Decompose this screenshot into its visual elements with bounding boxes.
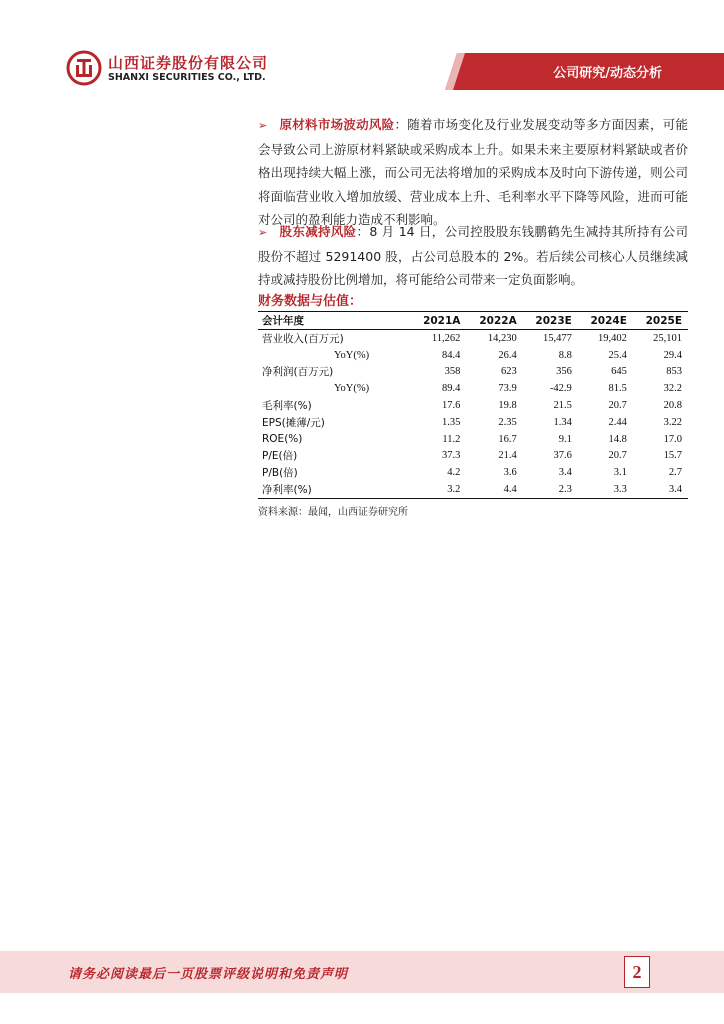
page-number: 2 bbox=[624, 956, 650, 988]
table-cell: 16.7 bbox=[498, 433, 517, 445]
table-cell: 19,402 bbox=[598, 332, 627, 344]
column-header: 会计年度 bbox=[258, 312, 410, 330]
row-label: P/B(倍) bbox=[262, 467, 298, 480]
table-cell: 89.4 bbox=[442, 383, 461, 395]
table-cell: 20.8 bbox=[663, 400, 682, 412]
table-cell: 853 bbox=[666, 366, 682, 378]
financial-table bbox=[258, 311, 688, 499]
table-row bbox=[258, 397, 688, 414]
table-row bbox=[258, 380, 688, 397]
table-cell: 19.8 bbox=[498, 400, 517, 412]
table-cell: 358 bbox=[444, 366, 461, 378]
bullet-arrow-icon: ➢ bbox=[258, 226, 268, 239]
risk-paragraph-shareholder bbox=[258, 220, 688, 292]
table-cell: 81.5 bbox=[608, 383, 627, 395]
table-cell: 26.4 bbox=[498, 349, 517, 361]
table-cell: 25,101 bbox=[653, 332, 682, 344]
table-row bbox=[258, 330, 688, 347]
table-row bbox=[258, 364, 688, 381]
table-row bbox=[258, 431, 688, 448]
table-row bbox=[258, 347, 688, 364]
table-cell: 32.2 bbox=[663, 383, 682, 395]
row-label: P/E(倍) bbox=[262, 450, 298, 463]
table-cell: 356 bbox=[556, 366, 572, 378]
table-cell: 2.3 bbox=[523, 481, 578, 498]
table-cell: 15.7 bbox=[663, 450, 682, 462]
table-cell: 3.4 bbox=[558, 467, 572, 479]
footer-disclaimer: 请务必阅读最后一页股票评级说明和免责声明 bbox=[68, 967, 349, 982]
table-cell: 20.7 bbox=[608, 400, 627, 412]
row-label: YoY(%) bbox=[334, 383, 370, 395]
bullet-arrow-icon: ➢ bbox=[258, 119, 268, 132]
table-cell: 8.8 bbox=[558, 349, 572, 361]
table-cell: -42.9 bbox=[549, 383, 572, 395]
table-cell: 3.4 bbox=[633, 481, 688, 498]
report-type-label: 公司研究/动态分析 bbox=[553, 66, 662, 81]
table-cell: 1.34 bbox=[553, 416, 572, 428]
table-cell: 3.22 bbox=[663, 416, 682, 428]
row-label: 营业收入(百万元) bbox=[262, 332, 344, 345]
table-cell: 11.2 bbox=[442, 433, 461, 445]
column-header: 2022A bbox=[466, 312, 522, 330]
row-label: YoY(%) bbox=[334, 349, 370, 361]
row-label: ROE(%) bbox=[262, 433, 303, 446]
table-cell: 21.4 bbox=[498, 450, 517, 462]
table-cell: 3.6 bbox=[503, 467, 517, 479]
table-row bbox=[258, 481, 688, 498]
table-cell: 37.3 bbox=[442, 450, 461, 462]
table-cell: 20.7 bbox=[608, 450, 627, 462]
risk-title: 原材料市场波动风险 bbox=[279, 117, 395, 132]
table-cell: 9.1 bbox=[558, 433, 572, 445]
table-cell: 3.3 bbox=[578, 481, 633, 498]
table-cell: 623 bbox=[500, 366, 517, 378]
table-cell: 17.0 bbox=[663, 433, 682, 445]
table-cell: 14,230 bbox=[487, 332, 517, 344]
company-name-en: SHANXI SECURITIES CO., LTD. bbox=[108, 72, 266, 83]
column-header: 2021A bbox=[410, 312, 466, 330]
column-header: 2023E bbox=[523, 312, 578, 330]
table-source-note: 资料来源：最闻，山西证券研究所 bbox=[258, 507, 408, 518]
row-label: 净利润(百万元) bbox=[262, 366, 334, 379]
risk-body: ：随着市场变化及行业发展变动等多方面因素，可能会导致公司上游原材料紧缺或采购成本上升。如果未来主要原材料紧缺或者价格出现持续大幅上涨，而公司无法将增加的采购成本及时向下游传递，则公司将面临营业收入增加放缓、营业成本上升、毛利率水平下降等风险，进而可能对公司的盈利能力造成不利影响。 bbox=[258, 117, 688, 227]
table-cell: 4.4 bbox=[466, 481, 522, 498]
risk-title: 股东减持风险 bbox=[279, 224, 357, 239]
row-label: 净利率(%) bbox=[258, 481, 410, 498]
table-row bbox=[258, 448, 688, 465]
table-cell: 29.4 bbox=[663, 349, 682, 361]
table-cell: 3.1 bbox=[613, 467, 627, 479]
row-label: EPS(摊薄/元) bbox=[262, 416, 325, 429]
row-label: 毛利率(%) bbox=[262, 400, 312, 413]
table-cell: 14.8 bbox=[608, 433, 627, 445]
column-header: 2024E bbox=[578, 312, 633, 330]
table-cell: 11,262 bbox=[431, 332, 461, 344]
table-row bbox=[258, 464, 688, 481]
column-header: 2025E bbox=[633, 312, 688, 330]
table-cell: 37.6 bbox=[553, 450, 572, 462]
company-name-cn: 山西证券股份有限公司 bbox=[108, 54, 269, 72]
table-cell: 73.9 bbox=[498, 383, 517, 395]
table-header-row bbox=[258, 312, 688, 330]
table-cell: 15,477 bbox=[542, 332, 572, 344]
table-cell: 2.7 bbox=[668, 467, 682, 479]
table-row bbox=[258, 414, 688, 431]
risk-paragraph-material bbox=[258, 113, 688, 232]
table-cell: 2.35 bbox=[498, 416, 517, 428]
section-title: 财务数据与估值： bbox=[258, 294, 363, 309]
table-cell: 2.44 bbox=[608, 416, 627, 428]
table-cell: 21.5 bbox=[553, 400, 572, 412]
company-logo-icon bbox=[66, 50, 102, 86]
table-cell: 645 bbox=[611, 366, 627, 378]
table-cell: 1.35 bbox=[442, 416, 461, 428]
table-cell: 3.2 bbox=[410, 481, 466, 498]
table-cell: 84.4 bbox=[442, 349, 461, 361]
table-cell: 4.2 bbox=[447, 467, 461, 479]
table-cell: 17.6 bbox=[442, 400, 461, 412]
table-cell: 25.4 bbox=[608, 349, 627, 361]
risk-body: ：8 月 14 日，公司控股股东钱鹏鹤先生减持其所持有公司股份不超过 5291400 股，占公司总股本的 2%。若后续公司核心人员继续减持或减持股份比例增加，将可能给公司带来一定负面影响。 bbox=[258, 224, 689, 287]
